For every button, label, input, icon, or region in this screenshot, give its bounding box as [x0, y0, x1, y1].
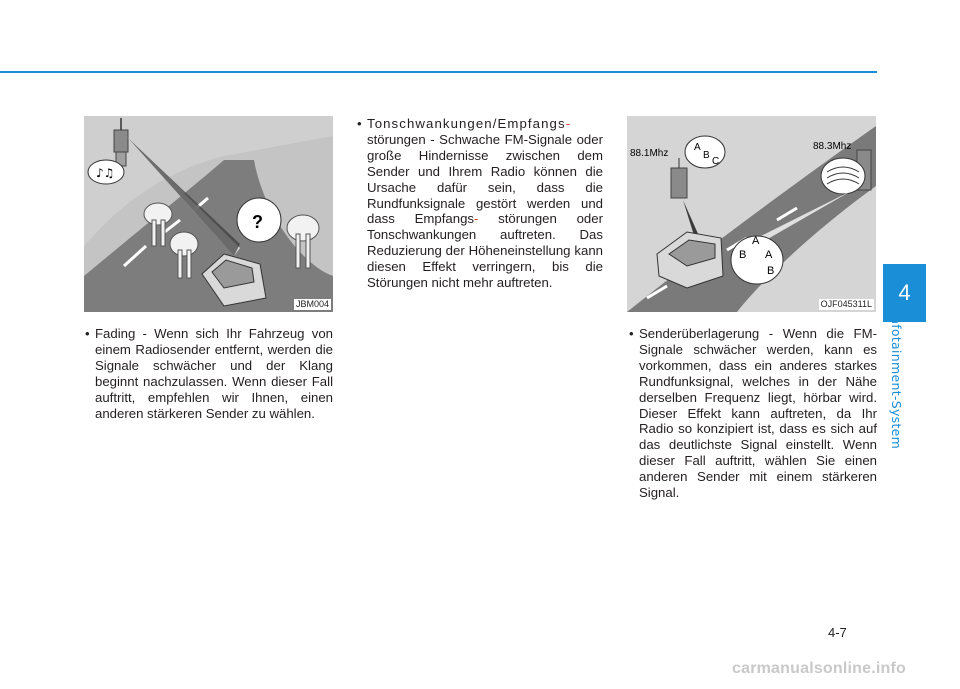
paragraph-text: störungen - Schwache FM-Signale oder große Hindernisse zwischen dem Sender und Ihrem Radio können die Ursache dafür sein, dass die Rundfunksignale gestört werden und dass Empfangs	[367, 131, 603, 227]
soft-hyphen: -	[474, 211, 479, 227]
bullet: •	[629, 326, 634, 341]
figure-code: OJF045311L	[820, 299, 872, 309]
car-letter-a2: A	[765, 249, 773, 261]
header-rule	[0, 71, 877, 73]
bubble-letter-b: B	[703, 150, 710, 161]
question-mark: ?	[252, 212, 263, 232]
multipath-figure	[627, 116, 876, 312]
fading-illustration	[84, 116, 333, 312]
freq-left-label: 88.1Mhz	[630, 148, 669, 159]
svg-text:♪♫: ♪♫	[96, 166, 115, 180]
paragraph-text: störungen oder Tonschwankungen auftreten. Das Reduzierung der Höheneinstellung kann diesen Effekt verringern, bis die Störungen nicht mehr auftreten.	[367, 211, 603, 291]
watermark: carmanualsonline.info	[732, 660, 907, 677]
paragraph-text: Fading - Wenn sich Ihr Fahrzeug von einem Radiosender entfernt, werden die Signale schwächer und der Klang beginnt nachzulassen. Wenn dieser Fall auftritt, empfehlen wir Ihnen, einen anderen stärkeren Sender zu wählen.	[95, 326, 333, 421]
bullet: •	[85, 326, 90, 341]
bubble-letter-c: C	[712, 156, 720, 167]
paragraph-heading-text: Tonschwankungen/Empfangs	[367, 116, 566, 131]
page-number: 4-7	[828, 625, 847, 640]
chapter-number: 4	[898, 280, 911, 305]
bubble-letter-a: A	[694, 142, 701, 153]
car-letter-b1: B	[739, 249, 747, 261]
paragraph-fading	[85, 326, 333, 421]
fading-figure	[84, 116, 333, 312]
paragraph-senderueberlagerung	[629, 326, 877, 501]
paragraph-text: Senderüberlagerung - Wenn die FM-Signale schwächer werden, kann es vorkommen, dass ein anderes starkes Rundfunksignal, welches in der Nähe derselben Frequenz liegt, hörbar wird. Dieser Effekt kann auftreten, da Ihr Radio so konzipiert ist, dass es sich auf das deutlichste Signal einstellt. Wenn dieser Fall auftritt, wählen Sie einen anderen Sender mit einem stärkeren Signal.	[639, 326, 877, 501]
paragraph-tonschwankungen	[357, 116, 603, 291]
chapter-title: Infotainment-System	[889, 312, 904, 450]
car-letter-b2: B	[767, 265, 775, 277]
freq-right-label: 88.3Mhz	[813, 141, 852, 152]
figure-code: JBM004	[295, 299, 329, 309]
multipath-illustration	[627, 116, 876, 312]
bullet: •	[357, 116, 362, 131]
car-letter-a1: A	[752, 235, 760, 247]
soft-hyphen: -	[565, 116, 571, 131]
